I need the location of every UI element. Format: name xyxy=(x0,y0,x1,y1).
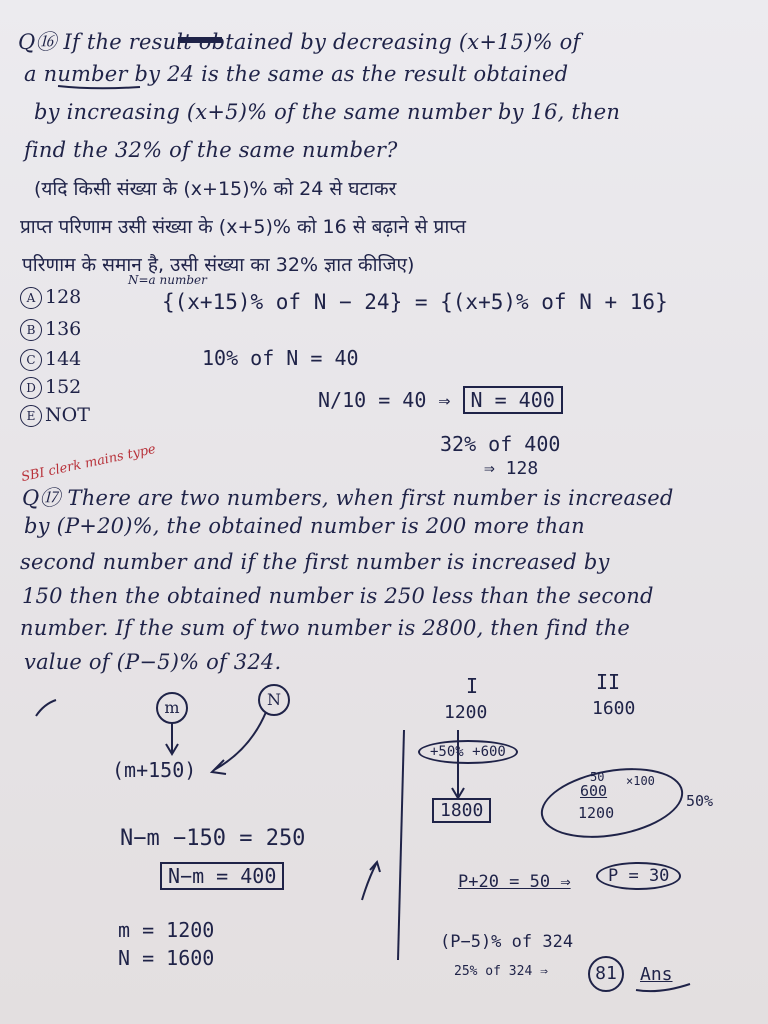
q17-frac-result: 50 xyxy=(590,770,605,784)
q17-m-plus-150: (m+150) xyxy=(112,758,197,782)
q16-hindi-1: (यदि किसी संख्या के (x+15)% को 24 से घटाकर xyxy=(34,178,397,200)
q17-line-4: 150 then the obtained number is 250 less than the second xyxy=(22,584,654,608)
q16-option-d: D 152 xyxy=(20,376,81,399)
q16-answer-box: N = 400 xyxy=(463,386,563,414)
q17-frac-top: 600 xyxy=(580,782,608,800)
q17-n-value: N = 1600 xyxy=(118,946,215,970)
q17-line-6: value of (P−5)% of 324. xyxy=(24,650,282,674)
q17-n-circle: N xyxy=(258,684,290,716)
q16-option-e: E NOT xyxy=(20,404,90,427)
q16-equation-2: 10% of N = 40 xyxy=(202,346,359,370)
q16-equation-3: N/10 = 40 ⇒ N = 400 xyxy=(318,388,563,412)
q16-line-3: by increasing (x+5)% of the same number by 16, then xyxy=(34,100,621,124)
exam-tag: SBI clerk mains type xyxy=(19,441,158,486)
q16-line-4: find the 32% of the same number? xyxy=(24,138,398,162)
q17-answer-label: Ans xyxy=(640,964,673,985)
q16-equation-5: ⇒ 128 xyxy=(484,458,539,479)
q17-col-1: I xyxy=(466,674,479,698)
q16-option-a: A 128 xyxy=(20,286,81,309)
q17-final-2: 25% of 324 ⇒ xyxy=(454,964,548,979)
q17-line-1: Q⑰ There are two numbers, when first number is increased xyxy=(22,486,674,510)
q17-p-val: P = 30 xyxy=(596,866,681,886)
q16-equation-4: 32% of 400 xyxy=(440,432,561,456)
q16-option-c: C 144 xyxy=(20,348,81,371)
q16-line-2: a number by 24 is the same as the result obtained xyxy=(24,62,569,86)
q16-equation-1: {(x+15)% of N − 24} = {(x+5)% of N + 16} xyxy=(162,290,668,314)
q17-line-2: by (P+20)%, the obtained number is 200 more than xyxy=(24,514,585,538)
q17-increase: +50% +600 xyxy=(418,744,518,760)
q17-val-2: 1600 xyxy=(592,698,636,719)
q17-percent: 50% xyxy=(686,792,714,810)
q16-hindi-3: परिणाम के समान है, उसी संख्या का 32% ज्ञात कीजिए) xyxy=(22,254,415,276)
q17-p-eq: P+20 = 50 ⇒ xyxy=(458,872,571,892)
q17-line-5: number. If the sum of two number is 2800, then find the xyxy=(20,616,631,640)
q17-final-1: (P−5)% of 324 xyxy=(440,932,574,952)
q17-val-1: 1200 xyxy=(444,702,488,723)
q17-frac-bottom: 1200 xyxy=(578,804,615,822)
q17-eq-2: N−m = 400 xyxy=(160,864,284,888)
q17-val-3: 1800 xyxy=(432,800,491,821)
q17-m-value: m = 1200 xyxy=(118,918,215,942)
q17-eq-1: N−m −150 = 250 xyxy=(120,826,306,851)
q16-note-n: N=a number xyxy=(128,273,207,287)
q17-frac-mul: ×100 xyxy=(626,774,655,788)
q16-number: Q⑯ xyxy=(18,30,57,54)
q16-hindi-2: प्राप्त परिणाम उसी संख्या के (x+5)% को 16 से बढ़ाने से प्राप्त xyxy=(20,216,466,238)
q17-col-2: II xyxy=(596,670,621,694)
q17-m-circle: m xyxy=(156,692,188,724)
q17-number: Q⑰ xyxy=(22,486,61,510)
q16-option-b: B 136 xyxy=(20,318,81,341)
q16-line-1: Q⑯ If the result obtained by decreasing (x+15)% of xyxy=(18,30,581,54)
q17-answer: 81 xyxy=(588,956,624,992)
q17-line-3: second number and if the first number is increased by xyxy=(20,550,610,574)
